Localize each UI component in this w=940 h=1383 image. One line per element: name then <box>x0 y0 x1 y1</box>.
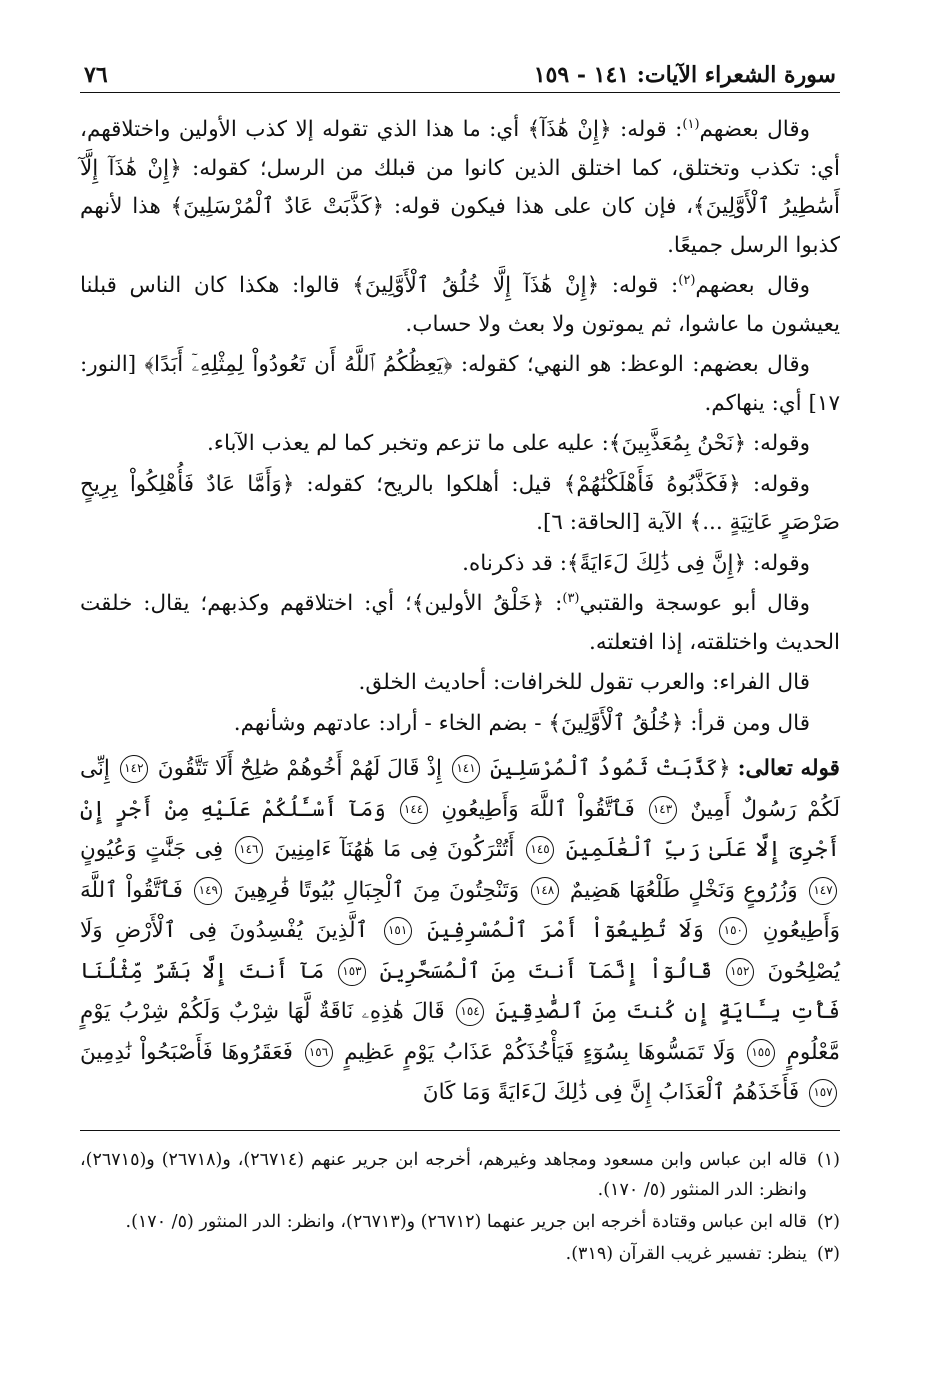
verse-text: أَتُتْرَكُونَ فِى مَا هَٰهُنَآ ءَامِنِينَ <box>274 837 515 862</box>
footnote: (٣) ينظر: تفسير غريب القرآن (٣١٩). <box>565 1243 840 1264</box>
verse-text: مَآ أَنتَ إِلَّا بَشَرٌ مِّثْلُنَا فَأْتِ بِـَٔايَةٍ إِن كُنتَ مِنَ ٱلصَّٰدِقِينَ <box>80 958 840 1024</box>
verse-text: وَلَا تَمَسُّوهَا بِسُوٓءٍ فَيَأْخُذَكُمْ عَذَابُ يَوْمٍ عَظِيمٍ <box>344 1039 736 1065</box>
verse-text: فَٱتَّقُواْ ٱللَّهَ وَأَطِيعُونِ <box>80 877 841 943</box>
verse-text: فَعَقَرُوهَا فَأَصْبَحُواْ نَٰدِمِينَ <box>80 1039 293 1065</box>
running-header <box>80 50 840 93</box>
ayah-number-marker: ١٥٥ <box>747 1039 775 1067</box>
paragraph: وقال بعضهم$^{(١)}$: قوله: ﴿إِنْ هَٰذَآ﴾ أي: ما هذا الذي تقوله إلا كذب الأولين واختلاقهم، أي: تكذب وتختلق، كما اختلق الذين كانوا من قبلك من الرسل؛ كقوله: ﴿إِنْ هَٰذَآ إِلَّآ أَسَٰطِيرُ ٱلْأَوَّلِينَ﴾، فإن كان على هذا فيكون قوله: ﴿كَذَّبَتْ عَادٌ ٱلْمُرْسَلِينَ﴾ هذا لأنهم كذبوا الرسل جميعًا. <box>80 116 840 258</box>
ayah-number-marker: ١٤٤ <box>400 796 428 824</box>
verse-text: إِنِّى لَكُمْ رَسُولٌ أَمِينٌ <box>80 756 841 822</box>
verse-text: إِذْ قَالَ لَهُمْ أَخُوهُمْ صَٰلِحٌ أَلَا تَتَّقُونَ <box>157 756 443 781</box>
footnote-ref: (٢) <box>678 272 696 288</box>
ayah-number-marker: ١٥١ <box>384 917 412 945</box>
ayah-number-marker: ١٥٧ <box>809 1079 837 1107</box>
footnotes <box>80 1145 840 1269</box>
ayah-number-marker: ١٤٩ <box>194 877 222 905</box>
surah-range: سورة الشعراء الآيات: ١٤١ - ١٥٩ <box>533 62 836 88</box>
paragraph: وقال بعضهم$^{(٢)}$: قوله: ﴿إِنْ هَٰذَآ إِلَّا خُلُقُ ٱلْأَوَّلِينَ﴾ قالوا: هكذا كان الناس قبلنا يعيشون ما عاشوا، ثم يموتون ولا بعث ولا حساب. <box>80 272 840 337</box>
ayah-number-marker: ١٥٤ <box>456 998 484 1026</box>
page-number: ٧٦ <box>84 62 108 88</box>
paragraph: وقال بعضهم: الوعظ: هو النهي؛ كقوله: ﴿يَعِظُكُمُ ٱللَّهُ أَن تَعُودُواْ لِمِثْلِهِۦٓ أَبَدًا﴾ [النور: ١٧] أي: ينهاكم. <box>80 352 840 416</box>
paragraph: قال ومن قرأ: ﴿خُلُقُ ٱلْأَوَّلِينَ﴾ - بضم الخاء - أراد: عادتهم وشأنهم. <box>233 710 810 736</box>
verse-text: قَالَ هَٰذِهِۦ نَاقَةٌ لَّهَا شِرْبٌ وَلَكُمْ شِرْبُ يَوْمٍ مَّعْلُومٍ <box>80 999 840 1065</box>
ayah-number-marker: ١٤١ <box>452 755 480 783</box>
footnote: (٢) قاله ابن عباس وقتادة أخرجه ابن جرير عنهما (٢٦٧١٢) و(٢٦٧١٣)، وانظر: الدر المنثور (٥/ ١٧٠). <box>125 1211 840 1232</box>
verse-text: وَمَآ أَسْـَٔلُكُمْ عَلَيْهِ مِنْ أَجْرٍ إِنْ أَجْرِىَ إِلَّا عَلَىٰ رَبِّ ٱلْعَٰلَمِينَ <box>80 796 840 862</box>
ayah-number-marker: ١٥٦ <box>305 1039 333 1067</box>
ayah-number-marker: ١٥٣ <box>338 958 366 986</box>
verse-text: ٱلَّذِينَ يُفْسِدُونَ فِى ٱلْأَرْضِ وَلَا يُصْلِحُونَ <box>80 918 840 984</box>
verse-text: وَزُرُوعٍ وَنَخْلٍ طَلْعُهَا هَضِيمٌ <box>569 877 798 903</box>
commentary-body <box>80 111 840 743</box>
ayah-number-marker: ١٥٢ <box>726 958 754 986</box>
ayah-number-marker: ١٤٥ <box>526 836 554 864</box>
paragraph: قال الفراء: والعرب تقول للخرافات: أحاديث الخلق. <box>358 670 810 695</box>
quran-label: قوله تعالى: <box>737 756 840 781</box>
page <box>80 50 840 1271</box>
footnote-ref: (١) <box>682 116 700 132</box>
verse-text: وَتَنْحِتُونَ مِنَ ٱلْجِبَالِ بُيُوتًا فَٰرِهِينَ <box>233 877 520 903</box>
verse-text: فِى جَنَّٰتٍ وَعُيُونٍ <box>80 837 224 862</box>
verse-text: قَالُوٓاْ إِنَّمَآ أَنتَ مِنَ ٱلْمُسَحَّرِينَ <box>379 958 713 984</box>
paragraph: وقوله: ﴿إِنَّ فِى ذَٰلِكَ لَءَايَةً﴾: قد ذكرناه. <box>462 550 810 576</box>
verse-text: ﴿كَذَّبَتْ ثَمُودُ ٱلْمُرْسَلِينَ <box>489 756 731 781</box>
footnote-separator <box>80 1130 840 1131</box>
ayah-number-marker: ١٥٠ <box>719 917 747 945</box>
quran-verses <box>80 749 840 1114</box>
paragraph: وقال أبو عوسجة والقتبي$^{(٣)}$: ﴿خَلْقُ الأولين﴾؛ أي: اختلاقهم وكذبهم؛ يقال: خلقت الحديث واختلقته، إذا افتعلته. <box>80 590 840 655</box>
ayah-number-marker: ١٤٨ <box>531 877 559 905</box>
ayah-number-marker: ١٤٢ <box>120 755 148 783</box>
footnote: (١) قاله ابن عباس وابن مسعود ومجاهد وغيرهم، أخرجه ابن جرير عنهم (٢٦٧١٤)، و(٢٦٧١٨) و(٢٦٧١٥)، وانظر: الدر المنثور (٥/ ١٧٠). <box>80 1149 840 1200</box>
verse-text: وَلَا تُطِيعُوٓاْ أَمْرَ ٱلْمُسْرِفِينَ <box>427 918 704 943</box>
ayah-number-marker: ١٤٦ <box>235 836 263 864</box>
paragraph: وقوله: ﴿فَكَذَّبُوهُ فَأَهْلَكْنَٰهُمْ﴾ قيل: أهلكوا بالريح؛ كقوله: ﴿وَأَمَّا عَادٌ فَأُهْلِكُواْ بِرِيحٍ صَرْصَرٍ عَاتِيَةٍ ...﴾ الآية [الحاقة: ٦]. <box>80 471 840 535</box>
paragraph: وقوله: ﴿نَحْنُ بِمُعَذَّبِينَ﴾: عليه على ما تزعم وتخبر كما لم يعذب الآباء. <box>207 431 810 456</box>
verse-text: فَأَخَذَهُمُ ٱلْعَذَابُ إِنَّ فِى ذَٰلِكَ لَءَايَةً وَمَا كَانَ <box>422 1080 800 1105</box>
ayah-number-marker: ١٤٣ <box>649 796 677 824</box>
ayah-number-marker: ١٤٧ <box>809 877 837 905</box>
footnote-ref: (٣) <box>562 590 580 606</box>
verse-text: فَٱتَّقُواْ ٱللَّهَ وَأَطِيعُونِ <box>441 796 635 822</box>
